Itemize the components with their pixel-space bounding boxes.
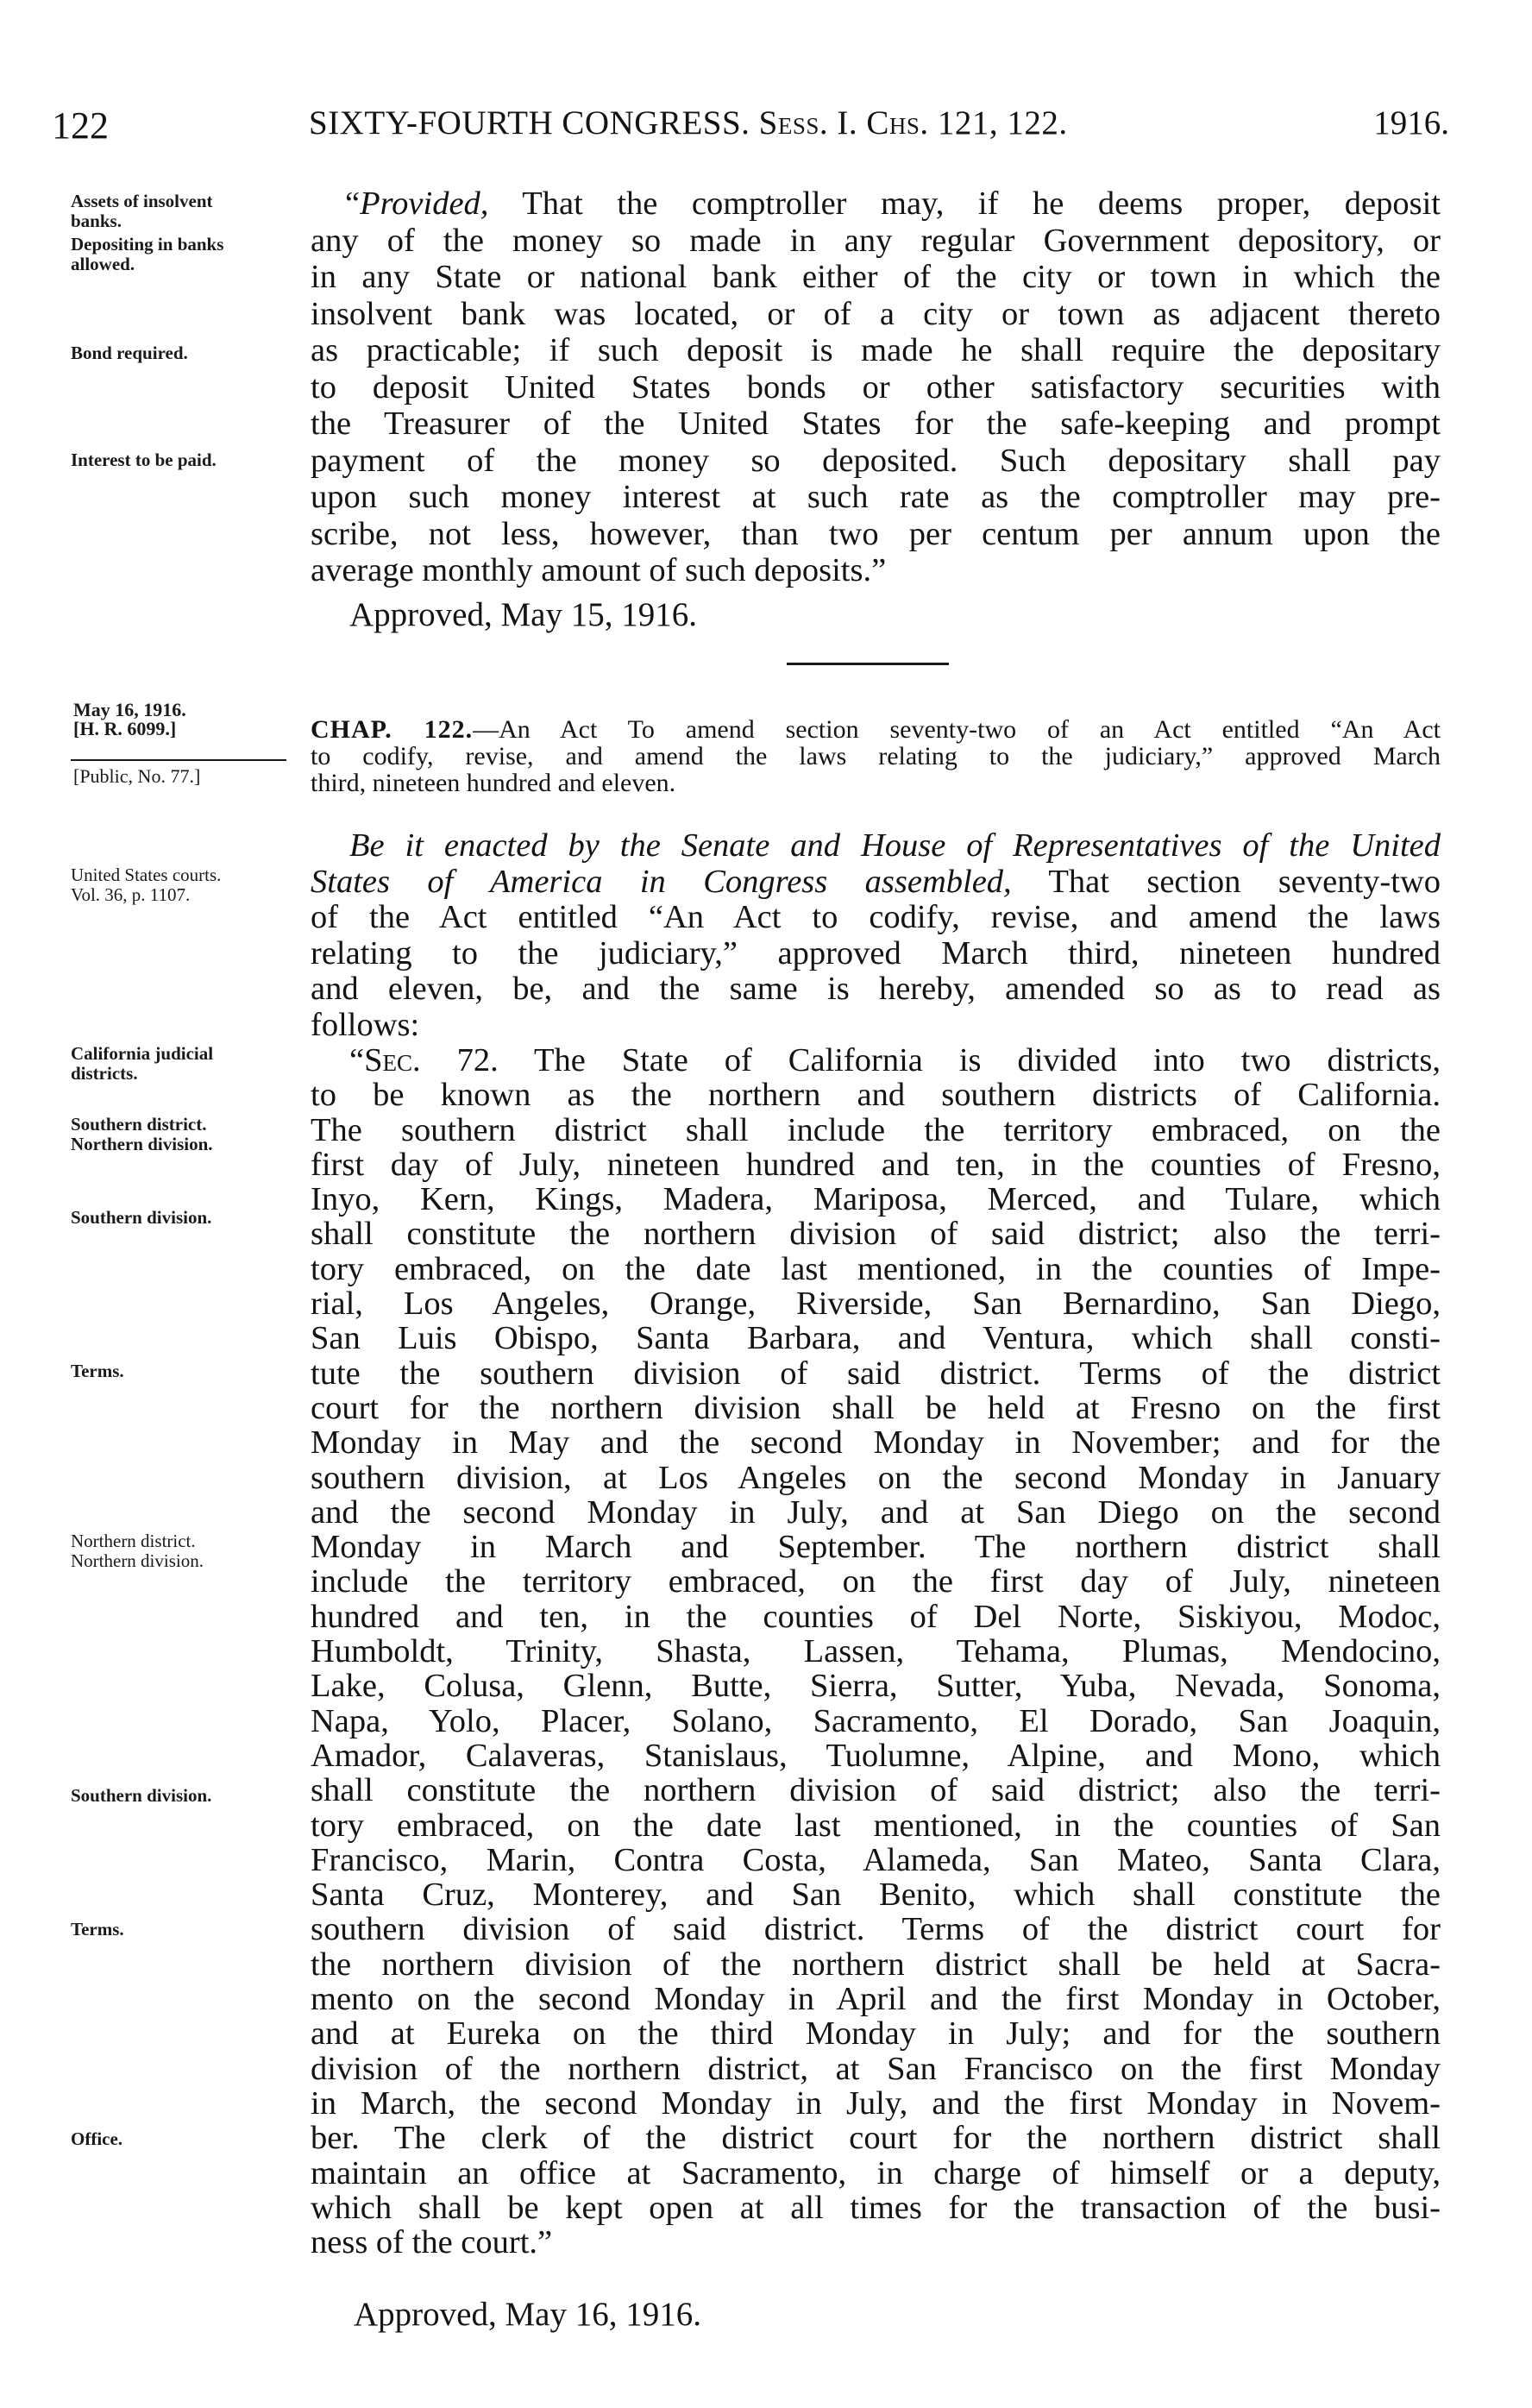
header-year: 1916. [1373, 104, 1449, 141]
sec-72-line: tute the southern division of said district. Terms of the district [311, 1355, 1441, 1392]
sec-72-line: division of the northern district, at San Francisco on the first Monday [311, 2050, 1441, 2087]
margin-note-southern-division: Southern division. [71, 1207, 212, 1228]
chapter-line: to codify, revise, and amend the laws relating to the judiciary,” approved March [311, 742, 1441, 770]
running-header [52, 104, 1449, 155]
session-label: Sess. I. [758, 104, 858, 141]
sec-72-line: southern division of said district. Terms of the district court for [311, 1911, 1441, 1948]
sec-72-line: shall constitute the northern division of said district; also the terri- [311, 1216, 1441, 1253]
section-72-text [311, 1043, 1441, 2260]
sec-72-line: first day of July, nineteen hundred and ten, in the counties of Fresno, [311, 1146, 1441, 1183]
sec-72-line: southern division, at Los Angeles on the second Monday in January [311, 1459, 1441, 1496]
act-line: follows: [311, 1006, 420, 1043]
sec-72-line: Lake, Colusa, Glenn, Butte, Sierra, Sutter, Yuba, Nevada, Sonoma, [311, 1668, 1441, 1705]
proviso-line: “Provided, That the comptroller may, if he deems proper, deposit [345, 185, 1441, 222]
margin-note-terms: Terms. [71, 1361, 124, 1381]
sec-72-line: tory embraced, on the date last mentioned, in the counties of San [311, 1807, 1441, 1844]
sec-72-line: The southern district shall include the territory embraced, on the [311, 1111, 1441, 1148]
act-line: and eleven, be, and the same is hereby, amended so as to read as [311, 971, 1441, 1007]
margin-note-public: [Public, No. 77.] [73, 765, 201, 787]
proviso-line: average monthly amount of such deposits.” [311, 552, 887, 588]
margin-note-bond: Bond required. [71, 343, 188, 363]
sec-72-line: maintain an office at Sacramento, in charge of himself or a deputy, [311, 2154, 1441, 2191]
proviso-line: to deposit United States bonds or other satisfactory securities with [311, 368, 1441, 406]
act-line: relating to the judiciary,” approved March third, nineteen hundred [311, 934, 1441, 971]
page-number: 122 [52, 104, 109, 147]
sec-72-line: hundred and ten, in the counties of Del Norte, Siskiyou, Modoc, [311, 1598, 1441, 1635]
sec-72-line: Monday in March and September. The northern district shall [311, 1529, 1441, 1566]
sec-72-line: “Sec. 72. The State of California is divided into two districts, [349, 1042, 1441, 1078]
margin-note-assets: Assets of insolvent banks. [71, 191, 213, 231]
sec-72-line: and the second Monday in July, and at San Diego on the second [311, 1493, 1441, 1531]
approved-line-1: Approved, May 15, 1916. [349, 596, 697, 633]
sec-72-line: ber. The clerk of the district court for the northern district shall [311, 2120, 1441, 2157]
sec-72-line: ness of the court.” [311, 2224, 553, 2261]
proviso-line: payment of the money so deposited. Such depositary shall pay [311, 442, 1441, 479]
sec-72-line: San Luis Obispo, Santa Barbara, and Ventura, which shall consti- [311, 1320, 1441, 1357]
sec-72-line: and at Eureka on the third Monday in July; and for the southern [311, 2015, 1441, 2053]
sec-72-line: Santa Cruz, Monterey, and San Benito, which shall constitute the [311, 1877, 1441, 1914]
section-divider [787, 663, 949, 665]
approved-line-2: Approved, May 16, 1916. [354, 2296, 701, 2333]
margin-note-terms-2: Terms. [71, 1919, 124, 1940]
margin-note-southern-district: Southern district. Northern division. [71, 1114, 213, 1154]
chapter-line: third, nineteen hundred and eleven. [311, 769, 676, 797]
enacting-clause: States of America in Congress assembled, That section seventy-two [311, 863, 1441, 900]
margin-note-office: Office. [71, 2128, 123, 2149]
sec-72-line: rial, Los Angeles, Orange, Riverside, San Bernardino, San Diego, [311, 1286, 1441, 1323]
act-line: of the Act entitled “An Act to codify, revise, and amend the laws [311, 899, 1441, 935]
proviso-line: upon such money interest at such rate as the comptroller may pre- [311, 479, 1441, 515]
sec-72-line: Francisco, Marin, Contra Costa, Alameda, San Mateo, Santa Clara, [311, 1841, 1441, 1878]
act-text [311, 828, 1441, 1043]
margin-note-date: May 16, 1916. [H. R. 6099.] [73, 699, 186, 739]
sec-72-line: include the territory embraced, on the first day of July, nineteen [311, 1563, 1441, 1600]
sec-72-line: Inyo, Kern, Kings, Madera, Mariposa, Merced, and Tulare, which [311, 1181, 1441, 1218]
sec-72-line: Napa, Yolo, Placer, Solano, Sacramento, El Dorado, San Joaquin, [311, 1702, 1441, 1739]
proviso-line: in any State or national bank either of the city or town in which the [311, 259, 1441, 295]
chapter-title: CHAP. 122. [311, 715, 474, 744]
proviso-line: any of the money so made in any regular Government depository, or [311, 222, 1441, 259]
margin-note-northern-district: Northern district. Northern division. [71, 1531, 204, 1571]
sec-72-line: in March, the second Monday in July, and the first Monday in Novem- [311, 2084, 1441, 2122]
enacting-clause: Be it enacted by the Senate and House of Representatives of the United [349, 827, 1441, 864]
sec-72-line: tory embraced, on the date last mentioned, in the counties of Impe- [311, 1250, 1441, 1287]
proviso-text [311, 185, 1441, 589]
proviso-line: insolvent bank was located, or of a city or town as adjacent thereto [311, 295, 1441, 332]
sec-72-line: to be known as the northern and southern districts of California. [311, 1077, 1441, 1114]
chapters-label: Chs. 121, 122. [866, 104, 1068, 141]
sec-72-line: court for the northern division shall be held at Fresno on the first [311, 1389, 1441, 1426]
margin-note-southern-division-2: Southern division. [71, 1785, 212, 1806]
margin-note-us-courts: United States courts. Vol. 36, p. 1107. [71, 864, 222, 905]
sec-72-line: mento on the second Monday in April and the first Monday in October, [311, 1981, 1441, 2018]
sec-72-line: Humboldt, Trinity, Shasta, Lassen, Tehama, Plumas, Mendocino, [311, 1633, 1441, 1670]
proviso-line: scribe, not less, however, than two per centum per annum upon the [311, 515, 1441, 552]
sec-72-line: the northern division of the northern district shall be held at Sacra- [311, 1946, 1441, 1983]
margin-note-interest: Interest to be paid. [71, 450, 217, 470]
sec-72-line: Monday in May and the second Monday in November; and for the [311, 1424, 1441, 1462]
proviso-line: the Treasurer of the United States for the safe-keeping and prompt [311, 406, 1441, 442]
running-head-title [309, 104, 1068, 142]
margin-note-california: California judicial districts. [71, 1043, 214, 1084]
sec-72-line: shall constitute the northern division of said district; also the terri- [311, 1772, 1441, 1809]
chapter-heading [311, 716, 1441, 796]
margin-rule [71, 759, 286, 761]
chapter-line: CHAP. 122.—An Act To amend section seventy-two of an Act entitled “An Act [311, 715, 1441, 744]
proviso-line: as practicable; if such deposit is made he shall require the depositary [311, 332, 1441, 368]
sec-72-line: Amador, Calaveras, Stanislaus, Tuolumne, Alpine, and Mono, which [311, 1737, 1441, 1774]
margin-note-depositing: Depositing in banks allowed. [71, 234, 224, 274]
sec-72-line: which shall be kept open at all times for the transaction of the busi- [311, 2189, 1441, 2226]
congress-label: SIXTY-FOURTH CONGRESS. [309, 104, 750, 141]
